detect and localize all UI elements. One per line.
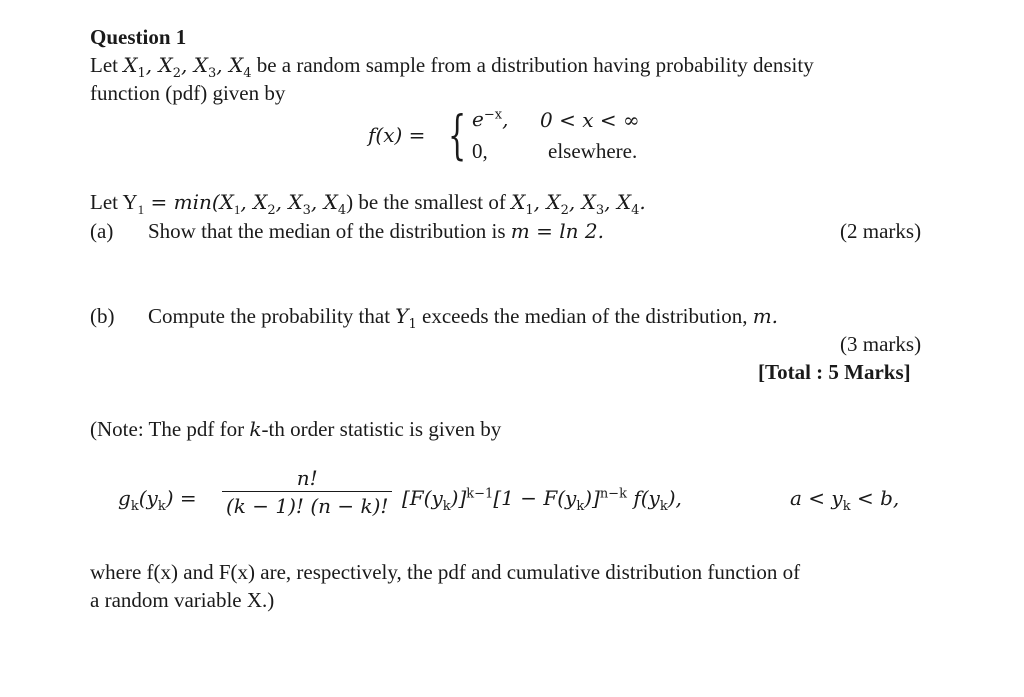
fraction-numerator: n! — [296, 466, 318, 490]
formula-rhs: $[F(y_k)]^{k-1}[1 - F(y_k)]^{n-k}$ $f(y_k)$, — [402, 486, 682, 514]
left-brace: { — [448, 106, 467, 166]
formula-lhs: $g_k(y_k)$ = — [118, 486, 197, 514]
part-a-text: Show that the median of the distribution is m = ln 2. — [148, 219, 604, 243]
formula-range: $a < y_k < b$, — [790, 486, 900, 514]
intro-prefix: Let — [90, 53, 124, 77]
closing-line-2: a random variable X.) — [90, 588, 275, 612]
formula-fraction — [222, 468, 392, 516]
case1-value: $e^{-x}$, — [472, 107, 509, 131]
total-marks: [Total : 5 Marks] — [758, 360, 911, 384]
intro-line-2: function (pdf) given by — [90, 81, 286, 105]
case1-condition: 0 < x < ∞ — [540, 108, 640, 132]
part-a-math: m = ln 2. — [510, 219, 604, 243]
question-title: Question 1 — [90, 25, 187, 49]
pdf-lhs: f(x) = — [368, 123, 426, 147]
part-b-marks: (3 marks) — [840, 332, 922, 356]
y1-definition: Let $Y_1 = \min(X_1$, $X_2$, $X_3$, $X_4$) be the smallest of $X_1$, $X_2$, $X_3$, $X_4$. — [90, 190, 646, 218]
note-intro: (Note: The pdf for k-th order statistic is given by — [90, 417, 502, 441]
closing-line-1: where f(x) and F(x) are, respectively, the pdf and cumulative distribution function of — [90, 560, 801, 584]
sample-variables: $X_1$, $X_2$, $X_3$, $X_4$ — [123, 53, 252, 81]
intro-suffix: be a random sample from a distribution having probability density — [251, 53, 814, 77]
part-b-text: Compute the probability that $Y_1$ exceeds the median of the distribution, m. — [148, 304, 779, 332]
case2-value: 0, — [472, 139, 488, 163]
part-b-label: (b) — [90, 304, 115, 328]
intro-line-1 — [90, 53, 814, 81]
part-a-marks: (2 marks) — [840, 219, 922, 243]
case2-condition: elsewhere. — [548, 139, 638, 163]
fraction-denominator: (k − 1)! (n − k)! — [222, 491, 392, 516]
part-a-label: (a) — [90, 219, 114, 243]
